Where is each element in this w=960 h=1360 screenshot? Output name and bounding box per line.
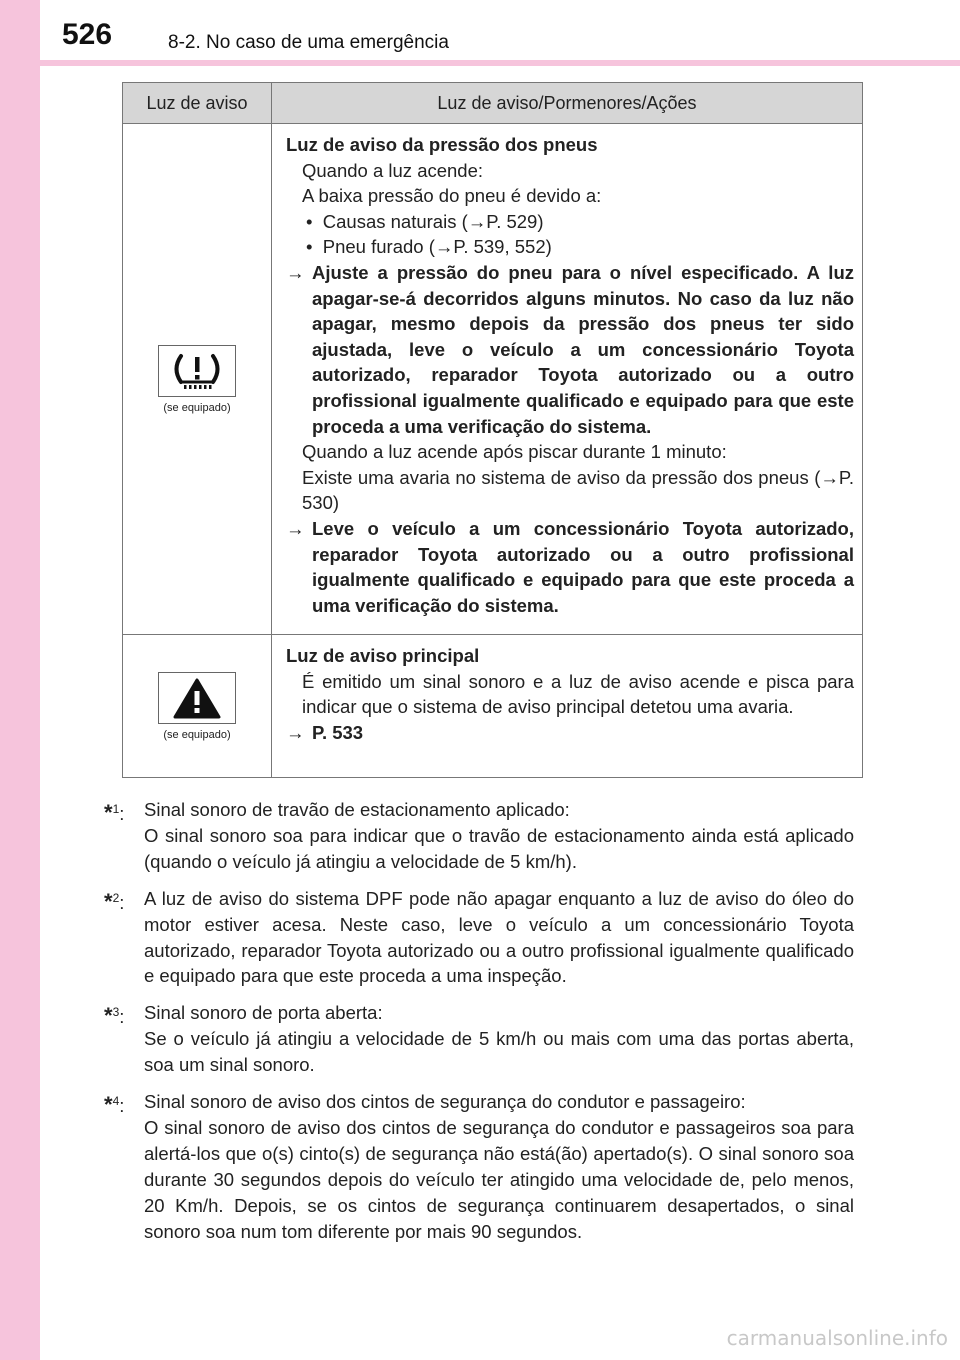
row-title: Luz de aviso da pressão dos pneus [286, 134, 598, 155]
footnote-body [144, 1089, 854, 1244]
action-line [286, 260, 854, 439]
footnote-marker: *$^2$: [104, 888, 125, 914]
arrow-icon: → [286, 721, 305, 743]
arrow-icon: → [286, 517, 305, 539]
footnote-text: Se o veículo já atingiu a velocidade de 5 km/h ou mais com uma das portas aberta, soa um sinal sonoro. [144, 1028, 854, 1076]
list-item [286, 234, 854, 260]
bullet-glyph: • [306, 210, 313, 232]
footnote [104, 886, 854, 990]
header-rule [40, 60, 960, 66]
text-line: Quando a luz acende após piscar durante 1 minuto: [302, 441, 727, 463]
list-item [286, 209, 854, 235]
footnote-text: O sinal sonoro soa para indicar que o travão de estacionamento ainda está aplicado (quando o veículo já atingiu a velocidade de 5 km/h). [144, 824, 854, 872]
footnote-body [144, 886, 854, 990]
warning-lights-table [122, 82, 863, 778]
action-line [286, 516, 854, 618]
arrow-icon: → [286, 261, 305, 283]
side-color-strip [0, 0, 40, 1360]
page-number: 526 [62, 18, 113, 51]
master-warning-icon [158, 672, 236, 724]
text-line: É emitido um sinal sonoro e a luz de aviso acende e pisca para indicar que o sistema de aviso principal detetou uma avaria. [302, 670, 854, 718]
text-line: A baixa pressão do pneu é devido a: [302, 185, 602, 207]
action-text: Leve o veículo a um concessionário Toyota autorizado, reparador Toyota autorizado ou a outro profissional igualmente qualificado e equipado para que este proceda a uma verificação do sistema. [312, 517, 854, 616]
watermark: carmanualsonline.info [726, 1326, 948, 1350]
footnote-marker: *$^1$: [104, 800, 125, 826]
icon-cell [123, 124, 272, 634]
footnote [104, 1000, 854, 1078]
list-item-text: Pneu furado (→P. 539, 552) [322, 236, 552, 258]
text-line: Quando a luz acende: [302, 159, 484, 181]
list-item-text: Causas naturais (→P. 529) [322, 210, 544, 232]
footnote-marker: *$^3$: [104, 1003, 125, 1029]
table-header [123, 83, 862, 124]
col-header-light: Luz de aviso [123, 83, 272, 123]
row-title: Luz de aviso principal [286, 645, 480, 666]
footnote-title: Sinal sonoro de travão de estacionamento aplicado: [144, 799, 570, 820]
footnote [104, 797, 854, 875]
footnote-title: A luz de aviso do sistema DPF pode não apagar enquanto a luz de aviso do óleo do motor estiver acesa. Neste caso, leve o veículo a um concessionário Toyota autorizado, reparador Toyota autorizado ou a outro profissional igualmente qualificado e equipado para que este proceda a uma inspeção. [144, 887, 854, 987]
footnote-title: Sinal sonoro de aviso dos cintos de segurança do condutor e passageiro: [144, 1091, 746, 1113]
details-cell [272, 124, 862, 634]
footnote-text: O sinal sonoro de aviso dos cintos de segurança do condutor e passageiros soa para alertá-los que o(s) cinto(s) de segurança não está(ão) apertado(s). O sinal sonoro soa durante 30 segundos depois do veículo ter atingido uma velocidade de, pelo menos, 20 Km/h. Depois, se os cintos de segurança continuarem desapertados, o sinal sonoro soa num tom diferente por mais 90 segundos. [144, 1116, 854, 1242]
bullet-glyph: • [306, 236, 313, 258]
page-reference: P. 533 [312, 721, 364, 743]
table-row [123, 124, 862, 635]
table-row [123, 635, 862, 778]
section-title: 8-2. No caso de uma emergência [168, 32, 449, 53]
text-line: Existe uma avaria no sistema de aviso da pressão dos pneus (→P. 530) [302, 466, 854, 514]
footnotes [104, 797, 854, 1256]
footnote [104, 1089, 854, 1244]
col-header-details: Luz de aviso/Pormenores/Ações [437, 92, 697, 113]
action-line [286, 720, 854, 746]
details-cell [272, 635, 862, 777]
icon-caption: (se equipado) [163, 728, 231, 741]
footnote-title: Sinal sonoro de porta aberta: [144, 1002, 383, 1024]
footnote-marker: *$^4$: [104, 1092, 125, 1118]
icon-caption: (se equipado) [163, 401, 231, 414]
icon-cell [123, 635, 272, 777]
action-text: Ajuste a pressão do pneu para o nível especificado. A luz apagar-se-á decorridos alguns minutos. No caso da luz não apagar, mesmo depois da pressão dos pneus ter sido ajustada, leve o veículo a um concessionário Toyota autorizado, reparador Toyota autorizado ou a outro profissional igualmente qualificado e equipado para que este proceda a uma verificação do sistema. [312, 261, 854, 437]
footnote-body [144, 1000, 854, 1078]
tire-pressure-warning-icon [158, 345, 236, 397]
footnote-body [144, 797, 854, 875]
